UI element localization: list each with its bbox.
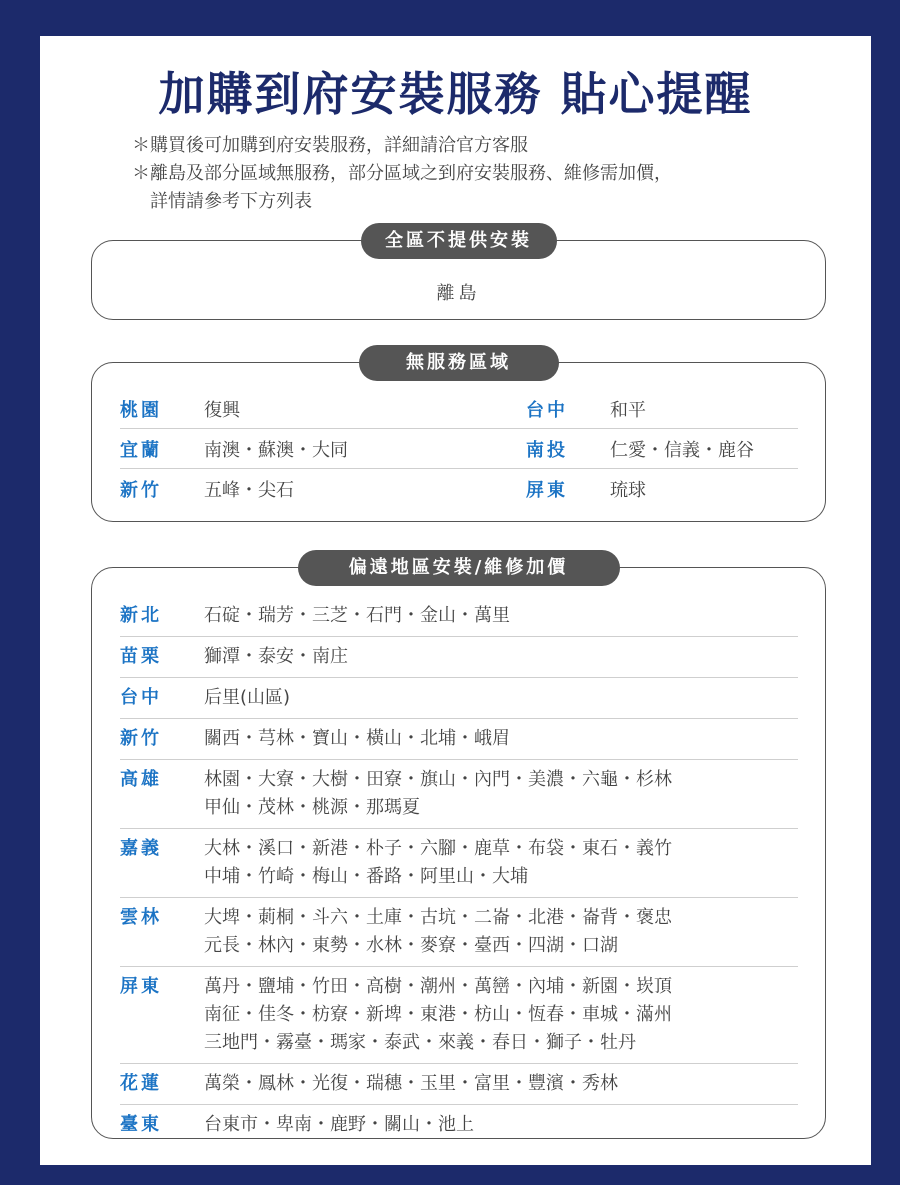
note-1-text: 購買後可加購到府安裝服務，詳細請洽官方客服 xyxy=(150,135,528,156)
region-label: 嘉義 xyxy=(120,838,162,859)
areas-text xyxy=(204,602,798,630)
areas-line: 甲仙・茂林・桃源・那瑪夏 xyxy=(204,797,420,818)
areas-line: 萬丹・鹽埔・竹田・高樹・潮州・萬巒・內埔・新園・崁頂 xyxy=(204,976,672,997)
areas-line: 元長・林內・東勢・水林・麥寮・臺西・四湖・口湖 xyxy=(204,935,618,956)
table-row xyxy=(120,678,798,719)
surcharge-heading: 偏遠地區安裝/維修加價 xyxy=(298,550,620,586)
region-label: 南投 xyxy=(526,439,568,461)
table-row xyxy=(120,760,798,829)
areas-line: 中埔・竹崎・梅山・番路・阿里山・大埔 xyxy=(204,866,528,887)
region-label: 新竹 xyxy=(120,480,162,501)
region-label: 台中 xyxy=(526,399,568,421)
region-label: 宜蘭 xyxy=(120,439,162,461)
page-title: 加購到府安裝服務 貼心提醒 xyxy=(158,67,753,121)
areas-text xyxy=(204,1070,798,1098)
no-install-content: 離島 xyxy=(436,283,481,304)
no-service-heading: 無服務區域 xyxy=(359,345,559,381)
areas-line: 獅潭・泰安・南庄 xyxy=(204,646,348,667)
surcharge-table xyxy=(120,596,798,1145)
no-install-heading: 全區不提供安裝 xyxy=(361,223,557,259)
areas-text xyxy=(204,725,798,753)
region-label: 苗栗 xyxy=(120,646,162,667)
areas-line: 台東市・卑南・鹿野・關山・池上 xyxy=(204,1114,474,1135)
areas-text: 南澳・蘇澳・大同 xyxy=(204,439,348,461)
region-label: 新竹 xyxy=(120,728,162,749)
region-label: 花蓮 xyxy=(120,1073,162,1094)
areas-line: 大埤・莿桐・斗六・土庫・古坑・二崙・北港・崙背・褒忠 xyxy=(204,907,672,928)
surcharge-section xyxy=(91,557,826,1139)
areas-line: 后里(山區) xyxy=(204,687,291,708)
areas-text xyxy=(204,766,798,822)
table-row xyxy=(120,1105,798,1145)
reminder-card xyxy=(40,36,871,1165)
areas-text: 復興 xyxy=(204,399,240,421)
areas-line: 石碇・瑞芳・三芝・石門・金山・萬里 xyxy=(204,605,510,626)
areas-text: 仁愛・信義・鹿谷 xyxy=(610,439,754,461)
table-row xyxy=(120,596,798,637)
asterisk-icon: ＊ xyxy=(132,135,150,156)
areas-line: 三地門・霧臺・瑪家・泰武・來義・春日・獅子・牡丹 xyxy=(204,1032,636,1053)
areas-text xyxy=(204,684,798,712)
areas-line: 關西・芎林・寶山・橫山・北埔・峨眉 xyxy=(204,728,510,749)
no-service-section xyxy=(91,352,826,522)
table-row xyxy=(120,389,798,429)
asterisk-icon: ＊ xyxy=(132,163,150,184)
table-row xyxy=(120,829,798,898)
table-row xyxy=(120,967,798,1064)
region-label: 新北 xyxy=(120,605,162,626)
region-label: 高雄 xyxy=(120,769,162,790)
region-label: 台中 xyxy=(120,687,162,708)
region-label: 臺東 xyxy=(120,1114,162,1135)
areas-text: 琉球 xyxy=(610,480,646,501)
areas-text xyxy=(204,973,798,1057)
region-label: 桃園 xyxy=(120,399,162,421)
areas-text xyxy=(204,643,798,671)
notes xyxy=(132,132,812,216)
areas-line: 大林・溪口・新港・朴子・六腳・鹿草・布袋・東石・義竹 xyxy=(204,838,672,859)
note-2-text: 離島及部分區域無服務，部分區域之到府安裝服務、維修需加價， xyxy=(150,163,672,184)
no-install-section xyxy=(91,230,826,320)
table-row xyxy=(120,898,798,967)
region-label: 屏東 xyxy=(526,480,568,501)
table-row xyxy=(120,637,798,678)
areas-text xyxy=(204,904,798,960)
note-1 xyxy=(132,132,812,160)
areas-text: 和平 xyxy=(610,399,646,421)
table-row xyxy=(120,719,798,760)
note-2-continuation: 詳情請參考下方列表 xyxy=(150,191,312,212)
table-row xyxy=(120,1064,798,1105)
table-row xyxy=(120,469,798,509)
areas-text: 五峰・尖石 xyxy=(204,480,294,501)
no-service-table xyxy=(120,389,798,509)
region-label: 屏東 xyxy=(120,976,162,997)
areas-text xyxy=(204,1111,798,1139)
areas-line: 林園・大寮・大樹・田寮・旗山・內門・美濃・六龜・杉林 xyxy=(204,769,672,790)
areas-text xyxy=(204,835,798,891)
areas-line: 萬榮・鳳林・光復・瑞穗・玉里・富里・豐濱・秀林 xyxy=(204,1073,618,1094)
note-2 xyxy=(132,160,812,188)
region-label: 雲林 xyxy=(120,907,162,928)
areas-line: 南征・佳冬・枋寮・新埤・東港・枋山・恆春・車城・滿州 xyxy=(204,1004,672,1025)
table-row xyxy=(120,429,798,469)
